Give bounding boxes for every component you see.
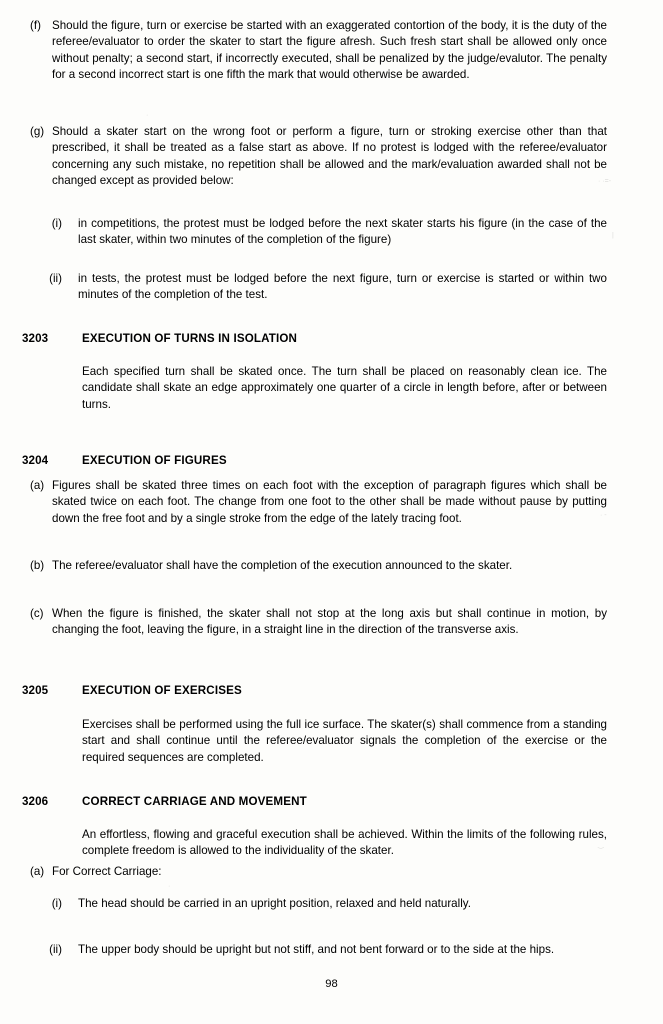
lettered-list-item [0, 606, 663, 639]
list-item-text: When the figure is finished, the skater shall not stop at the long axis but shall continue in motion, by changing the foot, leaving the figure, in a straight line in the direction of the transverse axis. [52, 607, 607, 637]
scan-artifact: · [168, 883, 171, 890]
section-title: CORRECT CARRIAGE AND MOVEMENT [82, 795, 307, 808]
list-item-label: (a) [30, 865, 45, 878]
roman-list-item [0, 942, 663, 958]
list-item-text: in tests, the protest must be lodged before the next figure, turn or exercise is started or within two minutes of the completion of the test. [78, 272, 607, 302]
list-item-text: Should the figure, turn or exercise be started with an exaggerated contortion of the body, it is the duty of the referee/evaluator to order the skater to start the figure afresh. Such fresh start shall be allowed only once without penalty; a second start, if incorrectly executed, shall be penalized by the judge/evalutor. The penalty for a second incorrect start is one fifth the mark that would otherwise be awarded. [52, 19, 607, 82]
list-item-text: The upper body should be upright but not stiff, and not bent forward or to the side at the hips. [78, 943, 555, 956]
lettered-list-item [0, 558, 663, 574]
list-item-text: Should a skater start on the wrong foot or perform a figure, turn or stroking exercise other than that prescribed, it shall be treated as a false start as above. If no protest is lodged with the referee/evaluator concerning any such mistake, no repetition shall be allowed and the mark/evaluation awarded shall not be changed except as provided below: [52, 125, 607, 188]
lettered-list-item [0, 124, 663, 190]
page-number: 98 [325, 978, 338, 990]
list-item-label: (ii) [49, 272, 62, 285]
paragraph: Each specified turn shall be skated once. The turn shall be placed on reasonably clean ice. The candidate shall skate an edge approximately one quarter of a circle in length before, after or between turns. [82, 365, 607, 411]
section-heading [0, 453, 663, 469]
scan-artifact: · - [600, 512, 607, 519]
lettered-list-item [0, 18, 663, 84]
roman-list-item [0, 896, 663, 912]
list-item-label: (f) [30, 19, 41, 32]
section-title: EXECUTION OF EXERCISES [82, 684, 242, 697]
list-item-text: The head should be carried in an upright position, relaxed and held naturally. [78, 897, 471, 910]
section-title: EXECUTION OF FIGURES [82, 454, 227, 467]
section-number: 3205 [22, 684, 49, 697]
section-number: 3204 [22, 454, 49, 467]
scan-artifact: | [612, 232, 614, 239]
roman-list-item [0, 271, 663, 304]
list-item-text: The referee/evaluator shall have the completion of the execution announced to the skater. [52, 559, 513, 572]
scan-artifact: ‿ [598, 842, 604, 849]
section-heading [0, 683, 663, 699]
list-item-label: (ii) [49, 943, 62, 956]
list-item-text: Figures shall be skated three times on each foot with the exception of paragraph figures which shall be skated twice on each foot. The change from one foot to the other shall be made without pause by putting down the free foot and by a single stroke from the edge of the lately tracing foot. [52, 479, 607, 525]
roman-list-item [0, 216, 663, 249]
section-number: 3203 [22, 332, 49, 345]
lettered-list-item [0, 478, 663, 527]
scan-artifact: · [146, 112, 149, 119]
list-item-label: (b) [30, 559, 45, 572]
list-item-label: (i) [51, 897, 62, 910]
list-item-label: (g) [30, 125, 45, 138]
section-heading [0, 331, 663, 347]
paragraph: Exercises shall be performed using the full ice surface. The skater(s) shall commence from a standing start and shall continue until the referee/evaluator signals the completion of the exercise or the required sequences are completed. [82, 718, 607, 764]
section-heading [0, 794, 663, 810]
list-item-label: (i) [51, 217, 62, 230]
paragraph: An effortless, flowing and graceful execution shall be achieved. Within the limits of the following rules, complete freedom is allowed to the individuality of the skater. [82, 828, 607, 858]
section-title: EXECUTION OF TURNS IN ISOLATION [82, 332, 298, 345]
section-number: 3206 [22, 795, 49, 808]
list-item-text: For Correct Carriage: [52, 865, 162, 878]
lettered-list-item [0, 864, 663, 880]
list-item-label: (c) [30, 607, 44, 620]
list-item-label: (a) [30, 479, 45, 492]
list-item-text: in competitions, the protest must be lodged before the next skater starts his figure (in the case of the last skater, within two minutes of the completion of the figure) [78, 217, 607, 247]
scan-artifact: · ·=- [598, 178, 612, 185]
